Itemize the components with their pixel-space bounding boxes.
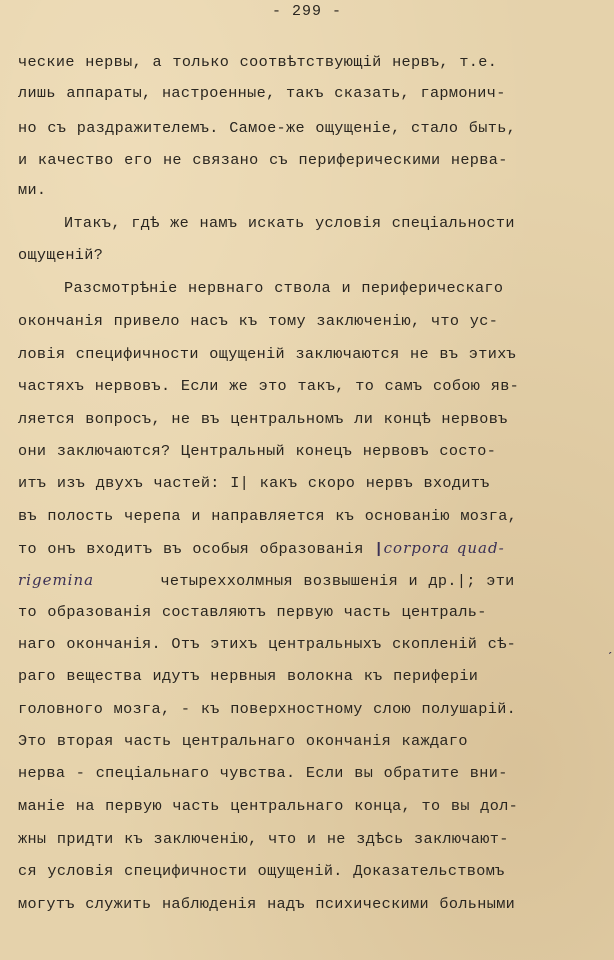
- text-segment: то онъ входитъ въ особыя образованiя: [18, 540, 364, 558]
- text-segment: четыреххолмныя возвышенiя и др.|; эти: [160, 572, 515, 590]
- text-line: ми.: [18, 181, 47, 199]
- text-line: могутъ служить наблюденiя надъ психическими больными: [18, 895, 516, 913]
- text-line-with-insert: [18, 538, 505, 559]
- page-number: - 299 -: [271, 3, 342, 20]
- text-line: манiе на первую часть центральнаго конца, то вы дол-: [18, 797, 519, 815]
- text-line: окончанiя привело насъ къ тому заключенiю, что ус-: [18, 312, 499, 330]
- handwritten-insert: corpora quad-: [383, 539, 505, 557]
- text-line-with-insert: [18, 473, 490, 493]
- text-line: головного мозга, - къ поверхностному слою полушарiй.: [18, 700, 517, 718]
- text-line: Итакъ, гдѣ же намъ искать условiя спецiальности: [64, 214, 515, 232]
- insert-bracket: |: [374, 540, 384, 558]
- text-line: и качество его не связано съ периферическими нерва-: [18, 151, 508, 169]
- text-segment: итъ изъ двухъ частей: I|: [18, 474, 250, 492]
- text-line: нерва - спецiальнаго чувства. Если вы обратите вни-: [18, 764, 508, 782]
- text-line: ся условiя специфичности ощущенiй. Доказательствомъ: [18, 862, 505, 880]
- text-line: частяхъ нервовъ. Если же это такъ, то самъ собою яв-: [18, 377, 520, 395]
- text-line-with-insert: [18, 570, 515, 591]
- margin-tick: ˏ: [606, 640, 614, 656]
- handwritten-insert: rigemina: [18, 571, 95, 589]
- text-line: наго окончанiя. Отъ этихъ центральныхъ скопленiй сѣ-: [18, 635, 517, 653]
- text-line: ощущенiй?: [18, 246, 104, 264]
- text-line: ляется вопросъ, не въ центральномъ ли концѣ нервовъ: [18, 410, 508, 428]
- text-line: жны придти къ заключенiю, что и не здѣсь заключают-: [18, 830, 509, 848]
- text-line: ческие нервы, а только соотвѣтствующiй нервъ, т.е.: [18, 53, 498, 71]
- text-line: они заключаются? Центральный конецъ нервовъ состо-: [18, 442, 497, 460]
- text-line: Разсмотрѣнiе нервнаго ствола и периферическаго: [64, 279, 504, 297]
- text-line: раго вещества идутъ нервныя волокна къ периферiи: [18, 667, 479, 685]
- text-line: но съ раздражителемъ. Самое-же ощущенiе, стало быть,: [18, 119, 517, 137]
- handwritten-insert: какъ скоро нервъ входитъ: [259, 474, 490, 492]
- text-line: лишь аппараты, настроенные, такъ сказать, гармонич-: [18, 84, 506, 102]
- text-line: въ полость черепа и направляется къ основанiю мозга,: [18, 507, 518, 525]
- text-line: ловiя специфичности ощущенiй заключаются не въ этихъ: [18, 345, 517, 363]
- text-line: то образованiя составляютъ первую часть централь-: [18, 603, 487, 621]
- text-line: Это вторая часть центральнаго окончанiя каждаго: [18, 732, 468, 750]
